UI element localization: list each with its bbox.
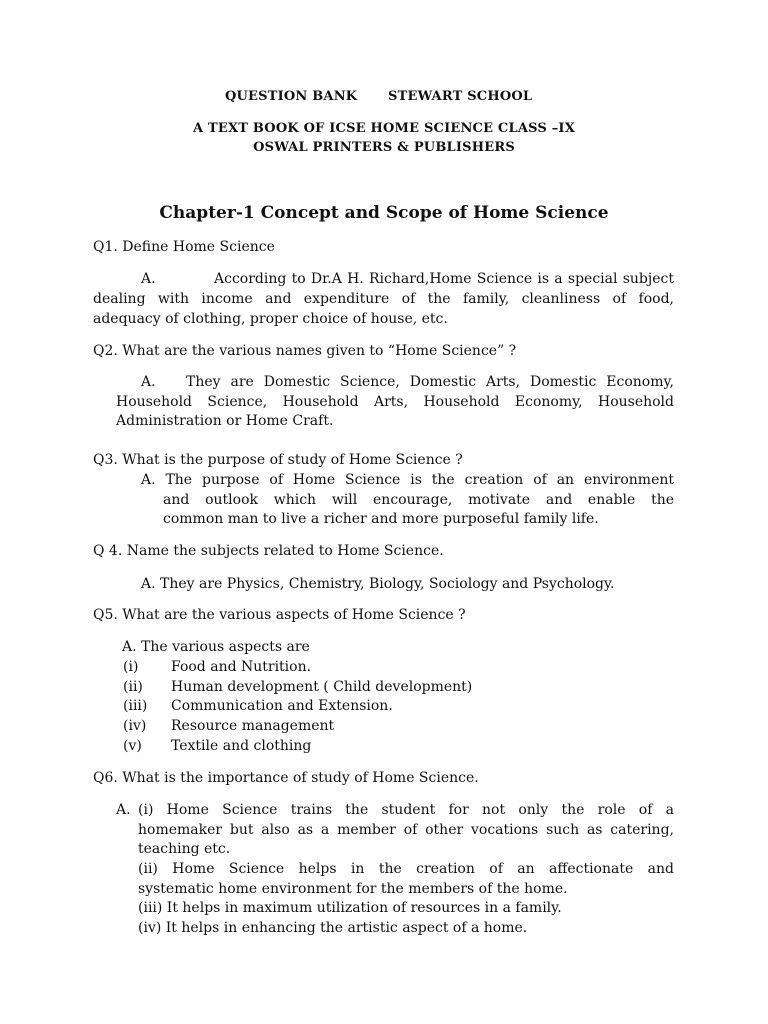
q5-item-text: Food and Nutrition. [171, 659, 312, 675]
q6-answer-line: homemaker but also as a member of other vocations such as catering, [138, 822, 674, 838]
q2-answer-line-2: Household Science, Household Arts, Household Economy, Household [116, 394, 674, 410]
q3-question: Q3. What is the purpose of study of Home Science ? [93, 452, 463, 468]
q1-answer-line-2: dealing with income and expenditure of the family, cleanliness of food, [93, 291, 674, 307]
header-school-left: QUESTION BANK [225, 89, 358, 104]
q2-answer-marker: A. [141, 374, 156, 390]
q5-item-number: (i) [123, 659, 139, 675]
q2-answer-line-1: They are Domestic Science, Domestic Arts, Domestic Economy, [186, 374, 674, 390]
q5-item-number: (iv) [123, 718, 147, 734]
q6-question: Q6. What is the importance of study of Home Science. [93, 770, 479, 786]
q2-question: Q2. What are the various names given to “Home Science” ? [93, 343, 517, 359]
q3-answer-line-2: and outlook which will encourage, motivate and enable the [163, 492, 674, 508]
q4-question: Q 4. Name the subjects related to Home Science. [93, 543, 444, 559]
header-school-right: STEWART SCHOOL [388, 89, 533, 104]
q6-answer-line: (i) Home Science trains the student for not only the role of a [138, 802, 674, 818]
q5-item-number: (ii) [123, 679, 143, 695]
q5-item-text: Communication and Extension. [171, 698, 393, 714]
q6-answer-line: (iv) It helps in enhancing the artistic aspect of a home. [138, 920, 528, 936]
q1-answer-line-3: adequacy of clothing, proper choice of house, etc. [93, 311, 448, 327]
q1-question: Q1. Define Home Science [93, 239, 275, 255]
q5-answer-intro: A. The various aspects are [122, 639, 310, 655]
q2-answer-line-3: Administration or Home Craft. [116, 413, 334, 429]
q4-answer: A. They are Physics, Chemistry, Biology, Sociology and Psychology. [141, 576, 615, 592]
q6-answer-line: systematic home environment for the members of the home. [138, 881, 568, 897]
q6-answer-line: (ii) Home Science helps in the creation of an affectionate and [138, 861, 674, 877]
header-publisher: OSWAL PRINTERS & PUBLISHERS [253, 140, 515, 155]
q6-answer-line: (iii) It helps in maximum utilization of resources in a family. [138, 900, 562, 916]
q5-item-text: Textile and clothing [171, 738, 312, 754]
q5-item-text: Resource management [171, 718, 335, 734]
q5-item-number: (iii) [123, 698, 148, 714]
q3-answer-line-1: A. The purpose of Home Science is the creation of an environment [141, 472, 674, 488]
q5-item-number: (v) [123, 738, 142, 754]
q5-item-text: Human development ( Child development) [171, 679, 473, 695]
chapter-title: Chapter-1 Concept and Scope of Home Science [159, 203, 609, 223]
q1-answer-line-1: According to Dr.A H. Richard,Home Science is a special subject [214, 271, 674, 287]
q3-answer-line-3: common man to live a richer and more purposeful family life. [163, 511, 599, 527]
q6-answer-line: teaching etc. [138, 841, 231, 857]
q1-answer-marker: A. [141, 271, 156, 287]
q5-question: Q5. What are the various aspects of Home Science ? [93, 607, 466, 623]
q6-answer-marker: A. [116, 802, 131, 818]
header-book-title: A TEXT BOOK OF ICSE HOME SCIENCE CLASS –IX [193, 121, 575, 136]
